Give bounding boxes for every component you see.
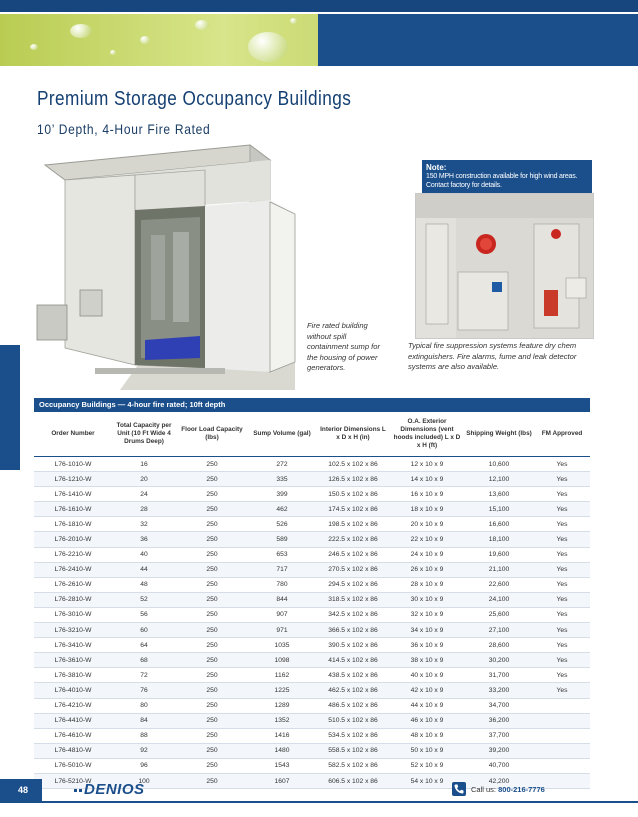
table-row bbox=[34, 532, 590, 547]
table-cell: L76-3610-W bbox=[34, 653, 112, 668]
table-cell: L76-3210-W bbox=[34, 623, 112, 638]
table-cell: L76-4610-W bbox=[34, 728, 112, 743]
note-title: Note: bbox=[426, 163, 447, 172]
table-cell: 780 bbox=[248, 577, 316, 592]
table-cell: 1607 bbox=[248, 773, 316, 788]
table-cell: 1162 bbox=[248, 668, 316, 683]
table-cell: 72 bbox=[112, 668, 176, 683]
table-cell: 20 x 10 x 9 bbox=[390, 517, 464, 532]
table-cell: 84 bbox=[112, 713, 176, 728]
table-cell: 1289 bbox=[248, 698, 316, 713]
table-cell: 222.5 x 102 x 86 bbox=[316, 532, 390, 547]
table-cell: 16,600 bbox=[464, 517, 534, 532]
table-cell: 26 x 10 x 9 bbox=[390, 562, 464, 577]
table-row bbox=[34, 638, 590, 653]
table-cell: 366.5 x 102 x 86 bbox=[316, 623, 390, 638]
table-cell: Yes bbox=[534, 623, 590, 638]
col-header: Interior Dimensions L x D x H (in) bbox=[316, 412, 390, 457]
table-cell: 28,600 bbox=[464, 638, 534, 653]
table-cell: 92 bbox=[112, 743, 176, 758]
table-cell: 1225 bbox=[248, 683, 316, 698]
table-cell: 250 bbox=[176, 472, 248, 487]
table-cell: 150.5 x 102 x 86 bbox=[316, 487, 390, 502]
table-cell: 80 bbox=[112, 698, 176, 713]
call-us bbox=[471, 785, 545, 794]
table-cell: 50 x 10 x 9 bbox=[390, 743, 464, 758]
table-cell: 22,600 bbox=[464, 577, 534, 592]
table-cell: 462.5 x 102 x 86 bbox=[316, 683, 390, 698]
table-row bbox=[34, 668, 590, 683]
table-cell: 250 bbox=[176, 592, 248, 607]
table-title: Occupancy Buildings — 4-hour fire rated; 10ft depth bbox=[34, 398, 590, 412]
table-cell: 40 bbox=[112, 547, 176, 562]
table-cell: 250 bbox=[176, 532, 248, 547]
table-row bbox=[34, 607, 590, 622]
table-cell: 250 bbox=[176, 638, 248, 653]
table-cell: Yes bbox=[534, 472, 590, 487]
table-cell: 54 x 10 x 9 bbox=[390, 773, 464, 788]
table-cell: 40,700 bbox=[464, 758, 534, 773]
table-cell: 15,100 bbox=[464, 502, 534, 517]
table-cell: L76-3410-W bbox=[34, 638, 112, 653]
table-cell: 18,100 bbox=[464, 532, 534, 547]
table-cell: 52 x 10 x 9 bbox=[390, 758, 464, 773]
table-cell: 342.5 x 102 x 86 bbox=[316, 607, 390, 622]
table-body bbox=[34, 457, 590, 789]
occupancy-table bbox=[34, 398, 590, 789]
table-row bbox=[34, 517, 590, 532]
phone-icon bbox=[452, 782, 466, 796]
table-row bbox=[34, 502, 590, 517]
table-cell bbox=[534, 743, 590, 758]
table-cell bbox=[534, 728, 590, 743]
table-cell: 36 x 10 x 9 bbox=[390, 638, 464, 653]
table-cell: 250 bbox=[176, 577, 248, 592]
table-cell: L76-4410-W bbox=[34, 713, 112, 728]
table-cell: 44 x 10 x 9 bbox=[390, 698, 464, 713]
table-cell: 414.5 x 102 x 86 bbox=[316, 653, 390, 668]
table-cell: 335 bbox=[248, 472, 316, 487]
table-cell: 1035 bbox=[248, 638, 316, 653]
table-cell: 31,700 bbox=[464, 668, 534, 683]
table-cell: 88 bbox=[112, 728, 176, 743]
table-cell: L76-1810-W bbox=[34, 517, 112, 532]
table-cell: 486.5 x 102 x 86 bbox=[316, 698, 390, 713]
table-row bbox=[34, 623, 590, 638]
table-cell: L76-1010-W bbox=[34, 457, 112, 472]
table-cell: 16 bbox=[112, 457, 176, 472]
call-label: Call us: bbox=[471, 785, 497, 794]
table-cell: Yes bbox=[534, 517, 590, 532]
table-cell: 272 bbox=[248, 457, 316, 472]
table-cell: 250 bbox=[176, 562, 248, 577]
table-cell: Yes bbox=[534, 457, 590, 472]
table-cell: 20 bbox=[112, 472, 176, 487]
table-cell bbox=[534, 758, 590, 773]
table-cell: 30 x 10 x 9 bbox=[390, 592, 464, 607]
table-cell bbox=[534, 713, 590, 728]
table-cell: L76-5210-W bbox=[34, 773, 112, 788]
table-cell: 1480 bbox=[248, 743, 316, 758]
table-cell: 16 x 10 x 9 bbox=[390, 487, 464, 502]
table-cell: 21,100 bbox=[464, 562, 534, 577]
table-cell: 534.5 x 102 x 86 bbox=[316, 728, 390, 743]
table-cell: 12,100 bbox=[464, 472, 534, 487]
col-header: Order Number bbox=[34, 412, 112, 457]
table-cell: 48 x 10 x 9 bbox=[390, 728, 464, 743]
table-cell: 907 bbox=[248, 607, 316, 622]
banner-blue-block bbox=[318, 14, 638, 66]
table-cell: Yes bbox=[534, 562, 590, 577]
table-cell: L76-5010-W bbox=[34, 758, 112, 773]
table-cell: 250 bbox=[176, 487, 248, 502]
table-cell: 250 bbox=[176, 728, 248, 743]
table-cell: 250 bbox=[176, 457, 248, 472]
table-row bbox=[34, 758, 590, 773]
table-cell: Yes bbox=[534, 577, 590, 592]
side-tab bbox=[0, 345, 20, 470]
denios-logo bbox=[74, 781, 145, 798]
table-cell: 126.5 x 102 x 86 bbox=[316, 472, 390, 487]
table-cell: 25,600 bbox=[464, 607, 534, 622]
table-cell: Yes bbox=[534, 487, 590, 502]
table-cell: 1098 bbox=[248, 653, 316, 668]
table-cell: 526 bbox=[248, 517, 316, 532]
table-cell: L76-1210-W bbox=[34, 472, 112, 487]
table-cell: 22 x 10 x 9 bbox=[390, 532, 464, 547]
table-cell: 558.5 x 102 x 86 bbox=[316, 743, 390, 758]
top-color-bar bbox=[0, 0, 638, 12]
note-text: 150 MPH construction available for high wind areas. Contact factory for details. bbox=[426, 173, 578, 189]
table-cell: Yes bbox=[534, 592, 590, 607]
table-cell: 844 bbox=[248, 592, 316, 607]
table-cell bbox=[534, 698, 590, 713]
table-cell: Yes bbox=[534, 607, 590, 622]
footer-rule bbox=[0, 801, 638, 803]
table-row bbox=[34, 683, 590, 698]
table-cell: L76-4210-W bbox=[34, 698, 112, 713]
table-cell: 36 bbox=[112, 532, 176, 547]
table-cell: 250 bbox=[176, 758, 248, 773]
table-cell: 198.5 x 102 x 86 bbox=[316, 517, 390, 532]
table-cell: 174.5 x 102 x 86 bbox=[316, 502, 390, 517]
table-cell: 250 bbox=[176, 502, 248, 517]
table-cell: 653 bbox=[248, 547, 316, 562]
table-row bbox=[34, 562, 590, 577]
table-cell: 39,200 bbox=[464, 743, 534, 758]
table-cell: 510.5 x 102 x 86 bbox=[316, 713, 390, 728]
table-cell: 33,200 bbox=[464, 683, 534, 698]
building-photo bbox=[25, 140, 305, 390]
table-row bbox=[34, 457, 590, 472]
table-cell: 250 bbox=[176, 743, 248, 758]
table-cell: 250 bbox=[176, 623, 248, 638]
table-cell: 250 bbox=[176, 698, 248, 713]
table-cell: 12 x 10 x 9 bbox=[390, 457, 464, 472]
table-cell: 30,200 bbox=[464, 653, 534, 668]
table-cell: 28 x 10 x 9 bbox=[390, 577, 464, 592]
table-cell: 102.5 x 102 x 86 bbox=[316, 457, 390, 472]
table-cell: L76-1410-W bbox=[34, 487, 112, 502]
table-cell: 24,100 bbox=[464, 592, 534, 607]
table-cell: 14 x 10 x 9 bbox=[390, 472, 464, 487]
col-header: O.A. Exterior Dimensions (vent hoods included) L x D x H (ft) bbox=[390, 412, 464, 457]
detail-photo-caption: Typical fire suppression systems feature dry chem extinguishers. Fire alarms, fume and leak detector systems are also available. bbox=[408, 341, 577, 371]
table-cell: L76-2410-W bbox=[34, 562, 112, 577]
table-cell: 64 bbox=[112, 638, 176, 653]
logo-text: DENIOS bbox=[84, 781, 145, 798]
table-cell: 250 bbox=[176, 773, 248, 788]
table-cell: 48 bbox=[112, 577, 176, 592]
table-cell: L76-2610-W bbox=[34, 577, 112, 592]
table-cell: 250 bbox=[176, 607, 248, 622]
page-number: 48 bbox=[0, 779, 42, 801]
table-cell: Yes bbox=[534, 638, 590, 653]
table-cell: L76-4810-W bbox=[34, 743, 112, 758]
table-cell: 399 bbox=[248, 487, 316, 502]
table-row bbox=[34, 728, 590, 743]
table-cell: 246.5 x 102 x 86 bbox=[316, 547, 390, 562]
table-row bbox=[34, 743, 590, 758]
table-cell: 19,600 bbox=[464, 547, 534, 562]
col-header: Shipping Weight (lbs) bbox=[464, 412, 534, 457]
col-header: FM Approved bbox=[534, 412, 590, 457]
table-cell: 250 bbox=[176, 653, 248, 668]
table-cell: 100 bbox=[112, 773, 176, 788]
table-cell: 34 x 10 x 9 bbox=[390, 623, 464, 638]
table-cell: 10,600 bbox=[464, 457, 534, 472]
table-cell: 318.5 x 102 x 86 bbox=[316, 592, 390, 607]
table-cell: Yes bbox=[534, 683, 590, 698]
table-cell: 38 x 10 x 9 bbox=[390, 653, 464, 668]
phone-number[interactable]: 800-216-7776 bbox=[498, 785, 545, 794]
table-cell: L76-3010-W bbox=[34, 607, 112, 622]
table-cell: 13,600 bbox=[464, 487, 534, 502]
table-cell: 36,200 bbox=[464, 713, 534, 728]
table-cell: 270.5 x 102 x 86 bbox=[316, 562, 390, 577]
table-cell: 971 bbox=[248, 623, 316, 638]
table-cell: 42,200 bbox=[464, 773, 534, 788]
table-row bbox=[34, 487, 590, 502]
table-row bbox=[34, 472, 590, 487]
table-row bbox=[34, 653, 590, 668]
col-header: Floor Load Capacity (lbs) bbox=[176, 412, 248, 457]
table-cell: 27,100 bbox=[464, 623, 534, 638]
table-cell: L76-1610-W bbox=[34, 502, 112, 517]
table-cell: 462 bbox=[248, 502, 316, 517]
table-cell: L76-3810-W bbox=[34, 668, 112, 683]
table-cell: 589 bbox=[248, 532, 316, 547]
table-cell: 32 x 10 x 9 bbox=[390, 607, 464, 622]
table-cell: 250 bbox=[176, 547, 248, 562]
table-cell: Yes bbox=[534, 653, 590, 668]
table-cell: 582.5 x 102 x 86 bbox=[316, 758, 390, 773]
table-row bbox=[34, 592, 590, 607]
table-cell: 250 bbox=[176, 683, 248, 698]
table-row bbox=[34, 577, 590, 592]
table-row bbox=[34, 698, 590, 713]
table-cell: Yes bbox=[534, 532, 590, 547]
table-cell: 24 x 10 x 9 bbox=[390, 547, 464, 562]
table-cell: 56 bbox=[112, 607, 176, 622]
table-cell: 1543 bbox=[248, 758, 316, 773]
table-cell: 250 bbox=[176, 668, 248, 683]
table-cell: L76-2010-W bbox=[34, 532, 112, 547]
table-cell: 44 bbox=[112, 562, 176, 577]
table-cell: L76-2210-W bbox=[34, 547, 112, 562]
page-title: Premium Storage Occupancy Buildings bbox=[37, 88, 352, 110]
table-cell: 294.5 x 102 x 86 bbox=[316, 577, 390, 592]
page-subtitle: 10’ Depth, 4-Hour Fire Rated bbox=[37, 121, 211, 137]
table-cell: 250 bbox=[176, 517, 248, 532]
suppression-photo bbox=[415, 193, 594, 339]
table-cell: Yes bbox=[534, 668, 590, 683]
table-cell: 28 bbox=[112, 502, 176, 517]
main-photo-caption: Fire rated building without spill containment sump for the housing of power generators. bbox=[307, 321, 381, 372]
table-row bbox=[34, 547, 590, 562]
table-cell: 32 bbox=[112, 517, 176, 532]
table-cell: 68 bbox=[112, 653, 176, 668]
table-cell: 42 x 10 x 9 bbox=[390, 683, 464, 698]
table-cell: 250 bbox=[176, 713, 248, 728]
table-cell: L76-4010-W bbox=[34, 683, 112, 698]
table-cell: 76 bbox=[112, 683, 176, 698]
table-cell: Yes bbox=[534, 502, 590, 517]
table-cell: 606.5 x 102 x 86 bbox=[316, 773, 390, 788]
table-cell: 717 bbox=[248, 562, 316, 577]
table-cell: L76-2810-W bbox=[34, 592, 112, 607]
table-cell: 1352 bbox=[248, 713, 316, 728]
table-cell: 24 bbox=[112, 487, 176, 502]
table-row bbox=[34, 713, 590, 728]
table-cell: Yes bbox=[534, 547, 590, 562]
table-cell: 390.5 x 102 x 86 bbox=[316, 638, 390, 653]
col-header: Total Capacity per Unit (10 Ft Wide 4 Drums Deep) bbox=[112, 412, 176, 457]
table-cell: 438.5 x 102 x 86 bbox=[316, 668, 390, 683]
table-cell: 34,700 bbox=[464, 698, 534, 713]
table-cell: 60 bbox=[112, 623, 176, 638]
table-cell: 37,700 bbox=[464, 728, 534, 743]
col-header: Sump Volume (gal) bbox=[248, 412, 316, 457]
table-cell: 1416 bbox=[248, 728, 316, 743]
table-cell: 96 bbox=[112, 758, 176, 773]
table-cell: 18 x 10 x 9 bbox=[390, 502, 464, 517]
table-cell: 40 x 10 x 9 bbox=[390, 668, 464, 683]
table-header-row bbox=[34, 412, 590, 457]
table-cell: 52 bbox=[112, 592, 176, 607]
table-cell: 46 x 10 x 9 bbox=[390, 713, 464, 728]
